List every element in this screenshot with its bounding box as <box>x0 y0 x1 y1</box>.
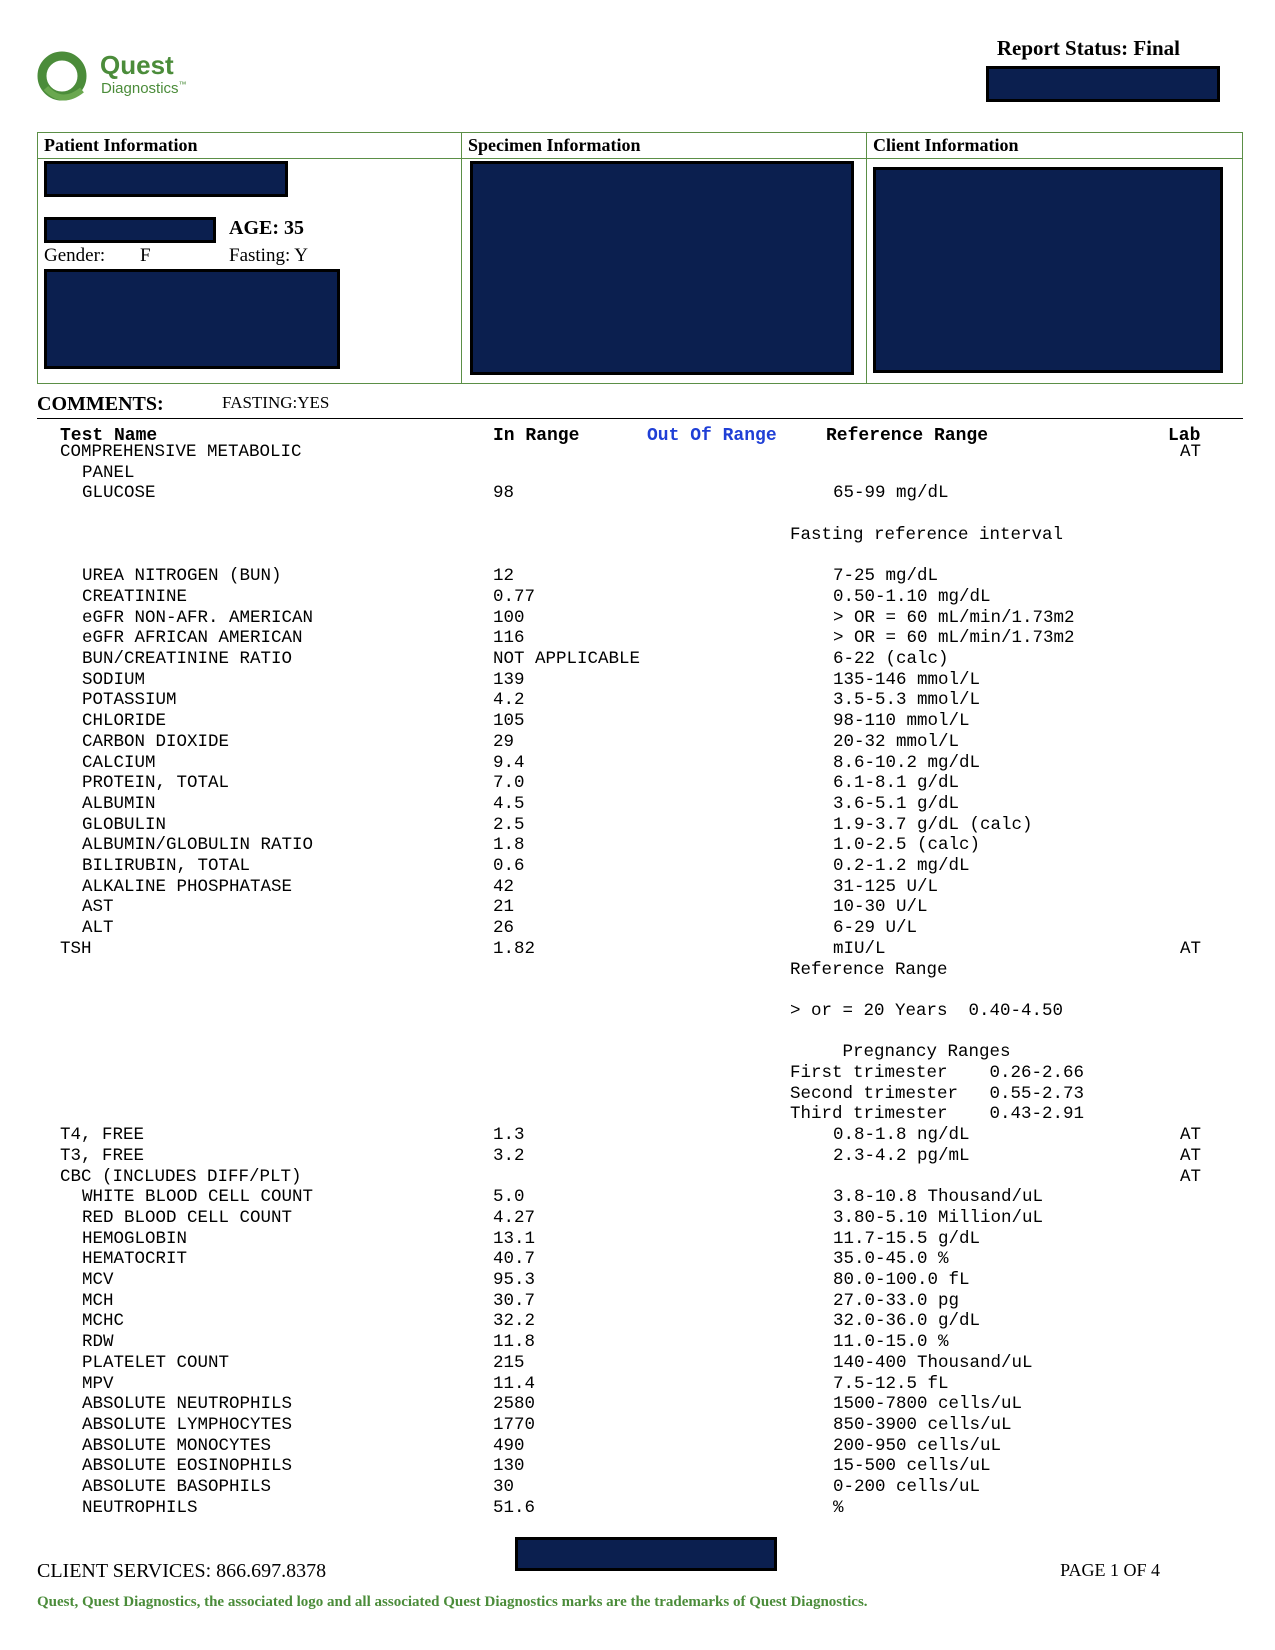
reference-range: 850-3900 cells/uL <box>833 1414 1012 1435</box>
test-name: eGFR NON-AFR. AMERICAN <box>82 607 314 628</box>
table-row <box>0 939 1275 960</box>
patient-age: AGE: 35 <box>229 217 304 239</box>
test-name: COMPREHENSIVE METABOLIC <box>60 442 302 462</box>
test-name: HEMOGLOBIN <box>82 1228 188 1249</box>
test-name: BUN/CREATININE RATIO <box>82 649 293 669</box>
test-name: WHITE BLOOD CELL COUNT <box>82 1187 314 1208</box>
test-name: TSH <box>60 938 92 959</box>
test-name: CHLORIDE <box>82 711 167 732</box>
table-row <box>0 1208 1275 1229</box>
in-range-value: 29 <box>493 731 515 752</box>
test-name: GLUCOSE <box>82 483 156 504</box>
in-range-value: 51.6 <box>493 1497 536 1518</box>
in-range-value: 116 <box>493 628 525 649</box>
header-in-range: In Range <box>493 426 580 446</box>
reference-range: 7.5-12.5 fL <box>833 1373 949 1394</box>
lab-code: AT <box>1180 1166 1202 1187</box>
reference-note: > or = 20 Years 0.40-4.50 <box>790 1000 1064 1021</box>
test-name: ABSOLUTE BASOPHILS <box>82 1477 272 1497</box>
in-range-value: 11.8 <box>493 1332 536 1353</box>
reference-range: 10-30 U/L <box>833 897 928 918</box>
table-row <box>0 856 1275 877</box>
lab-code: AT <box>1180 938 1202 959</box>
table-row <box>0 504 1275 525</box>
table-row <box>0 546 1275 567</box>
table-row <box>0 753 1275 774</box>
test-name: PLATELET COUNT <box>82 1352 230 1373</box>
table-row <box>0 918 1275 939</box>
in-range-value: 11.4 <box>493 1373 536 1394</box>
reference-range: 6-29 U/L <box>833 918 918 939</box>
reference-range: 11.0-15.0 % <box>833 1332 949 1353</box>
table-row <box>0 1146 1275 1167</box>
reference-range: 80.0-100.0 fL <box>833 1270 970 1290</box>
table-row <box>0 1291 1275 1312</box>
table-row <box>0 1125 1275 1146</box>
reference-range: 6.1-8.1 g/dL <box>833 773 960 794</box>
table-row <box>0 1104 1275 1125</box>
table-row <box>0 980 1275 1001</box>
test-name: ABSOLUTE LYMPHOCYTES <box>82 1414 293 1435</box>
table-row <box>0 732 1275 753</box>
in-range-value: 1770 <box>493 1414 536 1435</box>
reference-range: 31-125 U/L <box>833 876 939 897</box>
redacted-block <box>986 66 1220 102</box>
divider <box>37 418 1243 419</box>
in-range-value: 105 <box>493 711 525 732</box>
reference-range: 7-25 mg/dL <box>833 566 939 587</box>
in-range-value: 1.82 <box>493 938 536 959</box>
test-name: CARBON DIOXIDE <box>82 731 230 752</box>
table-row <box>0 897 1275 918</box>
table-row <box>0 463 1275 484</box>
table-row <box>0 1270 1275 1291</box>
test-name: MCH <box>82 1290 114 1311</box>
reference-range: 1.0-2.5 (calc) <box>833 835 981 856</box>
gender-value: F <box>140 245 151 266</box>
table-row <box>0 835 1275 856</box>
in-range-value: 95.3 <box>493 1270 536 1290</box>
table-row <box>0 815 1275 836</box>
test-name: ALBUMIN <box>82 793 156 814</box>
reference-range: 135-146 mmol/L <box>833 669 981 690</box>
reference-range: 98-110 mmol/L <box>833 711 970 732</box>
in-range-value: 3.2 <box>493 1145 525 1166</box>
test-name: CBC (INCLUDES DIFF/PLT) <box>60 1166 302 1187</box>
reference-range: 32.0-36.0 g/dL <box>833 1311 981 1332</box>
test-name: HEMATOCRIT <box>82 1249 188 1270</box>
test-name: MCV <box>82 1270 114 1290</box>
in-range-value: 30.7 <box>493 1290 536 1311</box>
in-range-value: 4.27 <box>493 1207 536 1228</box>
reference-range: 3.5-5.3 mmol/L <box>833 690 981 711</box>
reference-range: 15-500 cells/uL <box>833 1456 991 1477</box>
in-range-value: 1.3 <box>493 1125 525 1146</box>
table-row <box>0 1394 1275 1415</box>
redacted-block <box>873 167 1223 373</box>
test-name: SODIUM <box>82 669 146 690</box>
test-name: CALCIUM <box>82 752 156 773</box>
table-row <box>0 1415 1275 1436</box>
in-range-value: 139 <box>493 669 525 690</box>
lab-code: AT <box>1180 1145 1202 1166</box>
test-name: ALBUMIN/GLOBULIN RATIO <box>82 835 314 856</box>
reference-range: 20-32 mmol/L <box>833 731 960 752</box>
in-range-value: 215 <box>493 1352 525 1373</box>
in-range-value: 100 <box>493 607 525 628</box>
test-name: NEUTROPHILS <box>82 1497 198 1518</box>
in-range-value: 13.1 <box>493 1228 536 1249</box>
header-reference-range: Reference Range <box>826 426 989 446</box>
in-range-value: NOT APPLICABLE <box>493 649 641 669</box>
test-name: MPV <box>82 1373 114 1394</box>
report-status: Report Status: Final <box>996 36 1180 60</box>
reference-range: 6-22 (calc) <box>833 649 949 669</box>
reference-range: 0.2-1.2 mg/dL <box>833 856 970 876</box>
reference-note: Second trimester 0.55-2.73 <box>790 1083 1085 1104</box>
in-range-value: 42 <box>493 876 515 897</box>
in-range-value: 4.5 <box>493 793 525 814</box>
in-range-value: 7.0 <box>493 773 525 794</box>
redacted-block <box>470 161 854 375</box>
client-information <box>866 133 1242 383</box>
reference-range: mIU/L <box>833 938 886 959</box>
table-row <box>0 1042 1275 1063</box>
in-range-value: 98 <box>493 483 515 504</box>
table-row <box>0 1167 1275 1188</box>
redacted-block <box>44 269 340 369</box>
reference-range: > OR = 60 mL/min/1.73m2 <box>833 607 1075 628</box>
test-name: MCHC <box>82 1311 125 1332</box>
reference-range: 27.0-33.0 pg <box>833 1290 960 1311</box>
table-row <box>0 1353 1275 1374</box>
specimen-information-heading: Specimen Information <box>462 133 866 159</box>
in-range-value: 30 <box>493 1477 515 1497</box>
table-row <box>0 877 1275 898</box>
reference-range: 2.3-4.2 pg/mL <box>833 1145 970 1166</box>
table-row <box>0 1311 1275 1332</box>
reference-note: Fasting reference interval <box>790 524 1064 545</box>
patient-information-heading: Patient Information <box>38 133 461 159</box>
reference-range: 8.6-10.2 mg/dL <box>833 752 981 773</box>
table-row <box>0 1332 1275 1353</box>
table-row <box>0 690 1275 711</box>
in-range-value: 0.6 <box>493 856 525 876</box>
in-range-value: 12 <box>493 566 515 587</box>
table-row <box>0 1436 1275 1457</box>
reference-range: 0.50-1.10 mg/dL <box>833 586 991 607</box>
reference-note: Third trimester 0.43-2.91 <box>790 1104 1085 1125</box>
table-row <box>0 649 1275 670</box>
table-row <box>0 1022 1275 1043</box>
table-row <box>0 711 1275 732</box>
trademark-notice: Quest, Quest Diagnostics, the associated logo and all associated Quest Diagnostics marks are the trademarks of Quest Diagnostics. <box>37 1594 868 1610</box>
test-name: PANEL <box>82 462 135 483</box>
comments-label: COMMENTS: <box>37 393 164 415</box>
test-name: ALKALINE PHOSPHATASE <box>82 876 293 897</box>
reference-note: Pregnancy Ranges <box>790 1042 1011 1063</box>
client-services: CLIENT SERVICES: 866.697.8378 <box>37 1560 327 1582</box>
page-number: PAGE 1 OF 4 <box>1060 1560 1160 1580</box>
table-row <box>0 1374 1275 1395</box>
reference-range: 11.7-15.5 g/dL <box>833 1228 981 1249</box>
in-range-value: 2580 <box>493 1394 536 1415</box>
gender-label: Gender: <box>44 245 106 266</box>
reference-range: 1500-7800 cells/uL <box>833 1394 1023 1415</box>
header-lab: Lab <box>1168 426 1201 446</box>
logo-wordmark: Quest <box>100 50 174 80</box>
table-row <box>0 1084 1275 1105</box>
table-row <box>0 773 1275 794</box>
test-name: ALT <box>82 918 114 939</box>
table-row <box>0 1187 1275 1208</box>
in-range-value: 4.2 <box>493 690 525 711</box>
in-range-value: 130 <box>493 1456 525 1477</box>
table-row <box>0 1456 1275 1477</box>
reference-range: > OR = 60 mL/min/1.73m2 <box>833 628 1075 649</box>
table-row <box>0 960 1275 981</box>
test-name: RDW <box>82 1332 114 1353</box>
specimen-information <box>461 133 866 383</box>
info-panel <box>37 132 1243 384</box>
reference-range: 0.8-1.8 ng/dL <box>833 1125 970 1146</box>
table-row <box>0 1249 1275 1270</box>
redacted-block <box>515 1537 777 1571</box>
table-row <box>0 670 1275 691</box>
table-row <box>0 1063 1275 1084</box>
in-range-value: 9.4 <box>493 752 525 773</box>
in-range-value: 40.7 <box>493 1249 536 1270</box>
in-range-value: 21 <box>493 897 515 918</box>
table-row <box>0 1229 1275 1250</box>
test-name: GLOBULIN <box>82 814 167 835</box>
table-row <box>0 442 1275 463</box>
test-name: ABSOLUTE MONOCYTES <box>82 1435 272 1456</box>
reference-note: First trimester 0.26-2.66 <box>790 1063 1085 1083</box>
reference-range: 35.0-45.0 % <box>833 1249 949 1270</box>
reference-range: 65-99 mg/dL <box>833 483 949 504</box>
lab-code: AT <box>1180 442 1202 462</box>
reference-range: 3.8-10.8 Thousand/uL <box>833 1187 1044 1208</box>
test-name: T3, FREE <box>60 1145 145 1166</box>
table-row <box>0 628 1275 649</box>
redacted-block <box>44 161 288 197</box>
in-range-value: 2.5 <box>493 814 525 835</box>
table-row <box>0 794 1275 815</box>
reference-range: % <box>833 1497 844 1518</box>
test-name: AST <box>82 897 114 918</box>
test-name: T4, FREE <box>60 1125 145 1146</box>
reference-range: 3.80-5.10 Million/uL <box>833 1207 1044 1228</box>
table-row <box>0 566 1275 587</box>
test-name: UREA NITROGEN (BUN) <box>82 566 282 587</box>
test-name: PROTEIN, TOTAL <box>82 773 230 794</box>
reference-note: Reference Range <box>790 959 948 980</box>
reference-range: 140-400 Thousand/uL <box>833 1352 1033 1373</box>
test-name: ABSOLUTE EOSINOPHILS <box>82 1456 293 1477</box>
in-range-value: 0.77 <box>493 586 536 607</box>
reference-range: 200-950 cells/uL <box>833 1435 1002 1456</box>
table-row <box>0 608 1275 629</box>
test-name: BILIRUBIN, TOTAL <box>82 856 251 876</box>
reference-range: 3.6-5.1 g/dL <box>833 793 960 814</box>
test-name: RED BLOOD CELL COUNT <box>82 1207 293 1228</box>
redacted-block <box>44 217 216 243</box>
test-name: CREATININE <box>82 586 188 607</box>
table-row <box>0 525 1275 546</box>
patient-information <box>38 133 461 383</box>
reference-range: 1.9-3.7 g/dL (calc) <box>833 814 1033 835</box>
table-row <box>0 1477 1275 1498</box>
lab-code: AT <box>1180 1125 1202 1146</box>
quest-logo-icon <box>36 48 92 104</box>
client-information-heading: Client Information <box>867 133 1242 159</box>
table-row <box>0 483 1275 504</box>
in-range-value: 32.2 <box>493 1311 536 1332</box>
reference-range: 0-200 cells/uL <box>833 1477 981 1497</box>
header-test-name: Test Name <box>60 426 158 446</box>
fasting-status: Fasting: Y <box>229 245 308 266</box>
test-name: ABSOLUTE NEUTROPHILS <box>82 1394 293 1415</box>
in-range-value: 26 <box>493 918 515 939</box>
comments-value: FASTING:YES <box>222 393 330 412</box>
in-range-value: 5.0 <box>493 1187 525 1208</box>
table-row <box>0 1498 1275 1519</box>
test-name: POTASSIUM <box>82 690 177 711</box>
test-name: eGFR AFRICAN AMERICAN <box>82 628 303 649</box>
in-range-value: 1.8 <box>493 835 525 856</box>
logo-subtitle: Diagnostics™ <box>101 80 187 97</box>
header-out-of-range: Out Of Range <box>647 426 777 446</box>
in-range-value: 490 <box>493 1435 525 1456</box>
table-row <box>0 1001 1275 1022</box>
table-row <box>0 587 1275 608</box>
